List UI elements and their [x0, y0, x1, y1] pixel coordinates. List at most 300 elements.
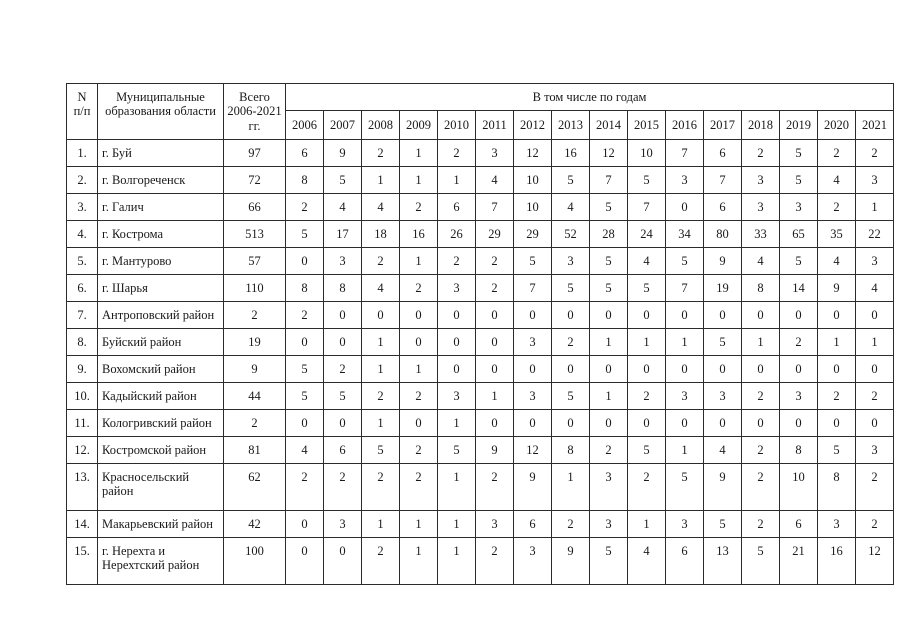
row-year-value: 0: [742, 356, 780, 383]
header-year: 2010: [438, 111, 476, 140]
row-number: 8.: [67, 329, 98, 356]
row-year-value: 0: [476, 356, 514, 383]
header-years-group: В том числе по годам: [286, 84, 894, 111]
row-year-value: 0: [628, 302, 666, 329]
row-total: 42: [224, 511, 286, 538]
row-number: 5.: [67, 248, 98, 275]
row-year-value: 5: [666, 248, 704, 275]
row-year-value: 4: [324, 194, 362, 221]
row-municipality: Макарьевский район: [98, 511, 224, 538]
row-total: 19: [224, 329, 286, 356]
row-year-value: 3: [324, 248, 362, 275]
row-year-value: 1: [628, 511, 666, 538]
row-year-value: 0: [856, 410, 894, 437]
table-row: [67, 167, 894, 194]
row-year-value: 6: [286, 140, 324, 167]
row-year-value: 3: [476, 140, 514, 167]
row-year-value: 0: [742, 302, 780, 329]
header-number: N п/п: [67, 84, 98, 140]
row-total: 72: [224, 167, 286, 194]
row-total: 2: [224, 410, 286, 437]
row-year-value: 0: [780, 410, 818, 437]
row-year-value: 6: [704, 194, 742, 221]
table-row: [67, 356, 894, 383]
row-year-value: 2: [856, 140, 894, 167]
row-year-value: 5: [590, 538, 628, 585]
row-year-value: 0: [476, 302, 514, 329]
row-year-value: 2: [476, 538, 514, 585]
row-municipality: г. Кострома: [98, 221, 224, 248]
row-year-value: 5: [590, 194, 628, 221]
row-year-value: 3: [590, 511, 628, 538]
row-year-value: 3: [438, 275, 476, 302]
row-year-value: 2: [362, 140, 400, 167]
row-year-value: 3: [856, 167, 894, 194]
row-year-value: 7: [628, 194, 666, 221]
table-row: [67, 383, 894, 410]
row-year-value: 1: [362, 167, 400, 194]
row-year-value: 5: [780, 248, 818, 275]
table-row: [67, 302, 894, 329]
row-municipality: Антроповский район: [98, 302, 224, 329]
row-year-value: 24: [628, 221, 666, 248]
row-year-value: 13: [704, 538, 742, 585]
row-year-value: 8: [780, 437, 818, 464]
row-total: 110: [224, 275, 286, 302]
row-year-value: 5: [628, 275, 666, 302]
row-year-value: 9: [818, 275, 856, 302]
row-year-value: 5: [628, 167, 666, 194]
row-number: 4.: [67, 221, 98, 248]
row-year-value: 2: [628, 464, 666, 511]
row-municipality: г. Волгореченск: [98, 167, 224, 194]
row-year-value: 14: [780, 275, 818, 302]
row-year-value: 4: [476, 167, 514, 194]
row-year-value: 5: [590, 248, 628, 275]
row-year-value: 1: [438, 410, 476, 437]
row-year-value: 1: [856, 194, 894, 221]
row-year-value: 1: [362, 329, 400, 356]
row-year-value: 8: [286, 167, 324, 194]
row-year-value: 2: [438, 248, 476, 275]
row-year-value: 0: [286, 248, 324, 275]
row-year-value: 2: [856, 464, 894, 511]
table-row: [67, 437, 894, 464]
row-year-value: 22: [856, 221, 894, 248]
row-year-value: 0: [818, 302, 856, 329]
row-year-value: 1: [742, 329, 780, 356]
row-year-value: 5: [438, 437, 476, 464]
row-municipality: г. Мантурово: [98, 248, 224, 275]
row-year-value: 0: [324, 538, 362, 585]
row-year-value: 6: [704, 140, 742, 167]
row-total: 2: [224, 302, 286, 329]
table-row: [67, 275, 894, 302]
row-total: 81: [224, 437, 286, 464]
row-year-value: 3: [590, 464, 628, 511]
row-year-value: 4: [552, 194, 590, 221]
row-year-value: 0: [666, 302, 704, 329]
row-year-value: 6: [666, 538, 704, 585]
row-year-value: 2: [590, 437, 628, 464]
row-year-value: 0: [438, 356, 476, 383]
row-year-value: 2: [742, 511, 780, 538]
row-year-value: 4: [362, 275, 400, 302]
row-year-value: 1: [438, 167, 476, 194]
table-row: [67, 464, 894, 511]
row-year-value: 12: [514, 140, 552, 167]
row-year-value: 4: [742, 248, 780, 275]
row-year-value: 18: [362, 221, 400, 248]
row-year-value: 4: [704, 437, 742, 464]
row-municipality: Кологривский район: [98, 410, 224, 437]
row-year-value: 0: [362, 302, 400, 329]
row-year-value: 80: [704, 221, 742, 248]
row-year-value: 5: [780, 140, 818, 167]
row-year-value: 2: [552, 329, 590, 356]
row-year-value: 2: [476, 275, 514, 302]
row-year-value: 5: [590, 275, 628, 302]
row-year-value: 0: [552, 410, 590, 437]
row-year-value: 16: [818, 538, 856, 585]
row-year-value: 3: [438, 383, 476, 410]
row-year-value: 4: [628, 248, 666, 275]
row-municipality: г. Галич: [98, 194, 224, 221]
row-year-value: 1: [400, 248, 438, 275]
row-year-value: 0: [324, 410, 362, 437]
row-year-value: 4: [286, 437, 324, 464]
row-year-value: 3: [704, 383, 742, 410]
table-row: [67, 248, 894, 275]
row-year-value: 21: [780, 538, 818, 585]
table-body: [67, 140, 894, 585]
row-year-value: 5: [286, 383, 324, 410]
row-year-value: 9: [476, 437, 514, 464]
row-year-value: 12: [856, 538, 894, 585]
header-year: 2013: [552, 111, 590, 140]
row-year-value: 17: [324, 221, 362, 248]
row-year-value: 2: [400, 437, 438, 464]
row-year-value: 0: [590, 356, 628, 383]
row-year-value: 2: [438, 140, 476, 167]
row-year-value: 2: [400, 194, 438, 221]
row-year-value: 0: [400, 410, 438, 437]
row-municipality: г. Буй: [98, 140, 224, 167]
row-year-value: 4: [856, 275, 894, 302]
row-municipality: Костромской район: [98, 437, 224, 464]
row-year-value: 16: [400, 221, 438, 248]
row-year-value: 2: [742, 383, 780, 410]
row-year-value: 0: [742, 410, 780, 437]
row-year-value: 7: [704, 167, 742, 194]
header-year: 2020: [818, 111, 856, 140]
row-year-value: 10: [514, 167, 552, 194]
table-header: [67, 84, 894, 140]
table-row: [67, 511, 894, 538]
row-year-value: 16: [552, 140, 590, 167]
row-year-value: 1: [400, 356, 438, 383]
row-year-value: 2: [324, 464, 362, 511]
row-number: 6.: [67, 275, 98, 302]
header-year: 2011: [476, 111, 514, 140]
row-number: 12.: [67, 437, 98, 464]
table-row: [67, 221, 894, 248]
row-municipality: г. Шарья: [98, 275, 224, 302]
row-year-value: 2: [856, 383, 894, 410]
row-year-value: 8: [286, 275, 324, 302]
row-year-value: 0: [856, 302, 894, 329]
row-total: 513: [224, 221, 286, 248]
row-year-value: 8: [742, 275, 780, 302]
row-year-value: 3: [666, 511, 704, 538]
row-year-value: 2: [856, 511, 894, 538]
header-year: 2009: [400, 111, 438, 140]
header-year: 2019: [780, 111, 818, 140]
row-year-value: 3: [514, 383, 552, 410]
row-total: 9: [224, 356, 286, 383]
row-year-value: 4: [628, 538, 666, 585]
row-year-value: 0: [780, 356, 818, 383]
row-year-value: 12: [514, 437, 552, 464]
row-year-value: 4: [818, 167, 856, 194]
row-total: 66: [224, 194, 286, 221]
row-year-value: 3: [476, 511, 514, 538]
header-year: 2016: [666, 111, 704, 140]
row-year-value: 12: [590, 140, 628, 167]
header-year: 2021: [856, 111, 894, 140]
row-year-value: 3: [666, 383, 704, 410]
row-year-value: 52: [552, 221, 590, 248]
row-year-value: 0: [400, 329, 438, 356]
row-year-value: 2: [742, 437, 780, 464]
row-year-value: 2: [400, 275, 438, 302]
row-year-value: 9: [704, 464, 742, 511]
row-year-value: 1: [400, 538, 438, 585]
row-year-value: 6: [514, 511, 552, 538]
row-year-value: 0: [324, 302, 362, 329]
row-year-value: 9: [514, 464, 552, 511]
row-year-value: 0: [704, 410, 742, 437]
row-year-value: 5: [552, 383, 590, 410]
header-year: 2014: [590, 111, 628, 140]
row-year-value: 26: [438, 221, 476, 248]
row-year-value: 1: [552, 464, 590, 511]
row-year-value: 1: [362, 511, 400, 538]
header-municipality: Муниципальные образования области: [98, 84, 224, 140]
row-year-value: 65: [780, 221, 818, 248]
row-year-value: 0: [704, 302, 742, 329]
header-year: 2018: [742, 111, 780, 140]
row-year-value: 10: [514, 194, 552, 221]
row-year-value: 0: [286, 410, 324, 437]
row-year-value: 7: [666, 140, 704, 167]
row-year-value: 6: [438, 194, 476, 221]
row-year-value: 0: [514, 356, 552, 383]
row-year-value: 1: [628, 329, 666, 356]
row-number: 3.: [67, 194, 98, 221]
row-year-value: 5: [324, 383, 362, 410]
row-year-value: 1: [818, 329, 856, 356]
header-year: 2015: [628, 111, 666, 140]
row-year-value: 0: [286, 329, 324, 356]
row-year-value: 2: [324, 356, 362, 383]
row-year-value: 0: [286, 538, 324, 585]
row-year-value: 33: [742, 221, 780, 248]
row-year-value: 0: [628, 356, 666, 383]
row-year-value: 3: [514, 538, 552, 585]
municipal-stats-table: [66, 83, 894, 585]
row-year-value: 7: [476, 194, 514, 221]
row-year-value: 3: [742, 167, 780, 194]
row-number: 10.: [67, 383, 98, 410]
row-year-value: 2: [362, 538, 400, 585]
row-year-value: 2: [818, 383, 856, 410]
row-municipality: Буйский район: [98, 329, 224, 356]
row-year-value: 2: [286, 194, 324, 221]
row-year-value: 5: [704, 511, 742, 538]
table-row: [67, 329, 894, 356]
row-year-value: 0: [514, 302, 552, 329]
row-year-value: 3: [818, 511, 856, 538]
row-year-value: 0: [818, 410, 856, 437]
row-year-value: 1: [476, 383, 514, 410]
row-municipality: Вохомский район: [98, 356, 224, 383]
row-year-value: 2: [400, 464, 438, 511]
row-year-value: 0: [514, 410, 552, 437]
row-year-value: 2: [552, 511, 590, 538]
row-year-value: 0: [666, 194, 704, 221]
row-year-value: 0: [476, 410, 514, 437]
row-year-value: 8: [818, 464, 856, 511]
row-year-value: 19: [704, 275, 742, 302]
row-year-value: 0: [552, 302, 590, 329]
row-year-value: 5: [324, 167, 362, 194]
row-year-value: 0: [666, 410, 704, 437]
row-year-value: 0: [438, 302, 476, 329]
row-year-value: 2: [742, 140, 780, 167]
row-year-value: 3: [514, 329, 552, 356]
row-number: 7.: [67, 302, 98, 329]
row-year-value: 5: [552, 167, 590, 194]
row-year-value: 0: [590, 410, 628, 437]
row-year-value: 7: [514, 275, 552, 302]
row-municipality: Красносельский район: [98, 464, 224, 511]
header-total: Всего 2006-2021 гг.: [224, 84, 286, 140]
row-municipality: Кадыйский район: [98, 383, 224, 410]
row-year-value: 10: [628, 140, 666, 167]
row-year-value: 0: [438, 329, 476, 356]
row-year-value: 2: [400, 383, 438, 410]
row-year-value: 5: [742, 538, 780, 585]
row-year-value: 29: [514, 221, 552, 248]
row-year-value: 0: [324, 329, 362, 356]
row-year-value: 8: [324, 275, 362, 302]
row-year-value: 35: [818, 221, 856, 248]
row-year-value: 9: [324, 140, 362, 167]
row-number: 14.: [67, 511, 98, 538]
row-year-value: 0: [818, 356, 856, 383]
row-number: 13.: [67, 464, 98, 511]
row-total: 62: [224, 464, 286, 511]
table-row: [67, 194, 894, 221]
row-year-value: 7: [666, 275, 704, 302]
row-year-value: 4: [818, 248, 856, 275]
row-year-value: 0: [400, 302, 438, 329]
row-year-value: 29: [476, 221, 514, 248]
row-number: 15.: [67, 538, 98, 585]
row-year-value: 3: [742, 194, 780, 221]
row-year-value: 3: [552, 248, 590, 275]
row-total: 44: [224, 383, 286, 410]
row-number: 1.: [67, 140, 98, 167]
row-year-value: 2: [818, 140, 856, 167]
header-year: 2012: [514, 111, 552, 140]
row-year-value: 1: [438, 538, 476, 585]
row-year-value: 2: [742, 464, 780, 511]
row-year-value: 2: [286, 302, 324, 329]
row-year-value: 5: [666, 464, 704, 511]
row-year-value: 2: [818, 194, 856, 221]
row-year-value: 2: [286, 464, 324, 511]
row-year-value: 0: [286, 511, 324, 538]
row-year-value: 3: [780, 383, 818, 410]
row-year-value: 1: [400, 140, 438, 167]
row-number: 11.: [67, 410, 98, 437]
header-year: 2006: [286, 111, 324, 140]
row-year-value: 5: [704, 329, 742, 356]
row-year-value: 0: [666, 356, 704, 383]
row-year-value: 1: [400, 167, 438, 194]
row-year-value: 1: [362, 356, 400, 383]
row-year-value: 2: [476, 464, 514, 511]
row-total: 100: [224, 538, 286, 585]
row-year-value: 5: [514, 248, 552, 275]
table-row: [67, 538, 894, 585]
row-total: 57: [224, 248, 286, 275]
row-year-value: 5: [362, 437, 400, 464]
row-year-value: 34: [666, 221, 704, 248]
row-year-value: 1: [400, 511, 438, 538]
row-year-value: 1: [590, 329, 628, 356]
row-year-value: 1: [438, 511, 476, 538]
table-row: [67, 140, 894, 167]
row-year-value: 2: [362, 464, 400, 511]
row-year-value: 9: [552, 538, 590, 585]
row-year-value: 1: [856, 329, 894, 356]
row-year-value: 3: [666, 167, 704, 194]
row-year-value: 0: [856, 356, 894, 383]
row-year-value: 3: [856, 437, 894, 464]
row-year-value: 3: [324, 511, 362, 538]
row-year-value: 3: [780, 194, 818, 221]
row-year-value: 5: [780, 167, 818, 194]
row-year-value: 1: [666, 437, 704, 464]
row-year-value: 2: [476, 248, 514, 275]
row-year-value: 2: [362, 383, 400, 410]
row-number: 9.: [67, 356, 98, 383]
row-year-value: 5: [286, 221, 324, 248]
row-year-value: 6: [780, 511, 818, 538]
row-year-value: 9: [704, 248, 742, 275]
row-year-value: 5: [628, 437, 666, 464]
row-total: 97: [224, 140, 286, 167]
row-year-value: 4: [362, 194, 400, 221]
row-year-value: 1: [590, 383, 628, 410]
row-year-value: 6: [324, 437, 362, 464]
row-year-value: 2: [628, 383, 666, 410]
row-year-value: 1: [362, 410, 400, 437]
row-year-value: 5: [552, 275, 590, 302]
